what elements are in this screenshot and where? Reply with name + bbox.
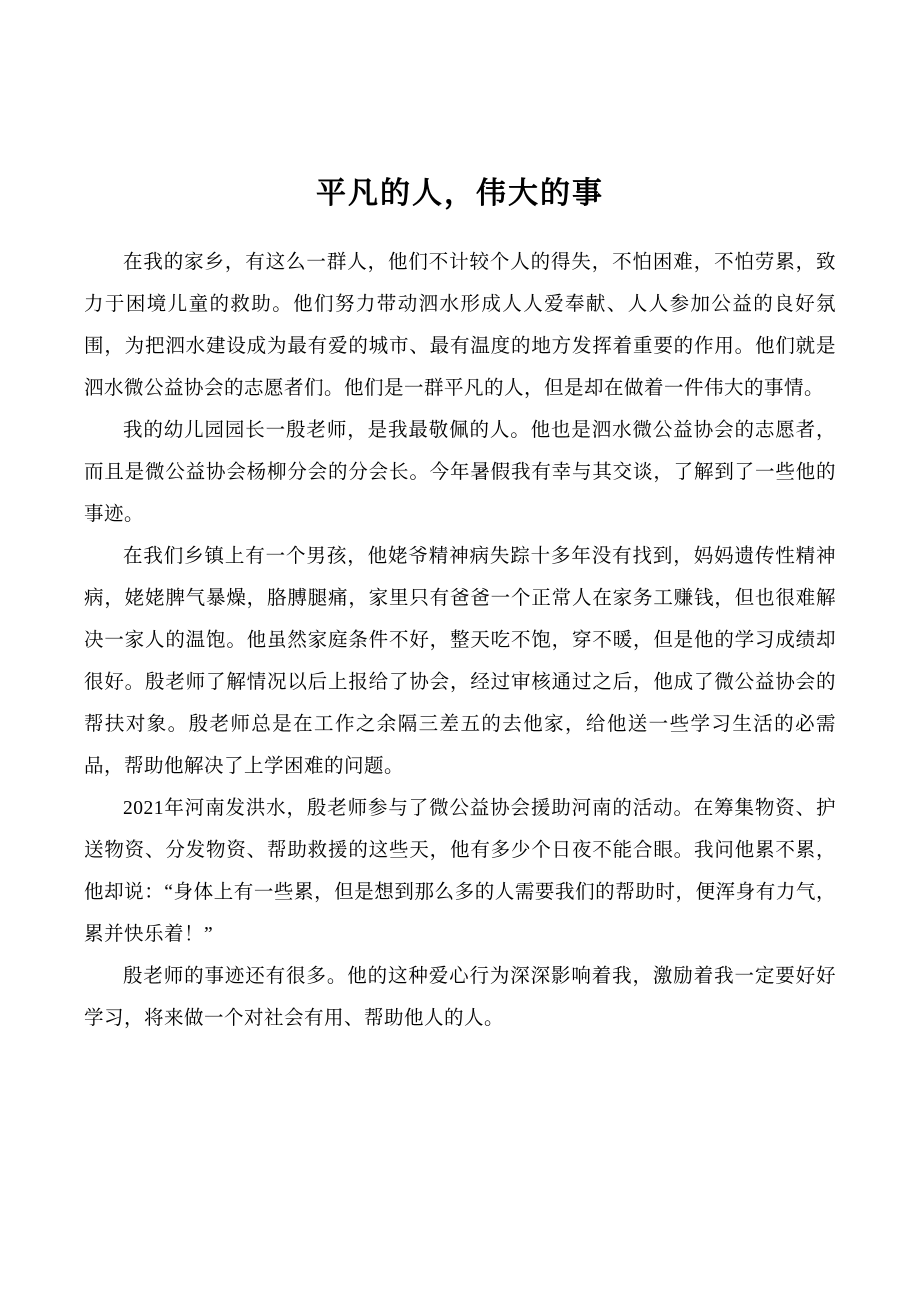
paragraph-2: 我的幼儿园园长一殷老师，是我最敬佩的人。他也是泗水微公益协会的志愿者，而且是微公益协会杨柳分会的分会长。今年暑假我有幸与其交谈，了解到了一些他的事迹。 bbox=[84, 420, 836, 525]
paragraph-5: 殷老师的事迹还有很多。他的这种爱心行为深深影响着我，激励着我一定要好好学习，将来做一个对社会有用、帮助他人的人。 bbox=[84, 966, 836, 1029]
paragraph-3: 在我们乡镇上有一个男孩，他姥爷精神病失踪十多年没有找到，妈妈遗传性精神病，姥姥脾气暴燥，胳膊腿痛，家里只有爸爸一个正常人在家务工赚钱，但也很难解决一家人的温饱。他虽然家庭条件不好，整天吃不饱，穿不暖，但是他的学习成绩却很好。殷老师了解情况以后上报给了协会，经过审核通过之后，他成了微公益协会的帮扶对象。殷老师总是在工作之余隔三差五的去他家，给他送一些学习生活的必需品，帮助他解决了上学困难的问题。 bbox=[84, 546, 836, 777]
document-body bbox=[84, 242, 836, 1040]
paragraph-1: 在我的家乡，有这么一群人，他们不计较个人的得失，不怕困难，不怕劳累，致力于困境儿童的救助。他们努力带动泗水形成人人爱奉献、人人参加公益的良好氛围，为把泗水建设成为最有爱的城市、最有温度的地方发挥着重要的作用。他们就是泗水微公益协会的志愿者们。他们是一群平凡的人，但是却在做着一件伟大的事情。 bbox=[84, 252, 836, 399]
document-title: 平凡的人，伟大的事 bbox=[316, 177, 604, 210]
paragraph-4: 2021年河南发洪水，殷老师参与了微公益协会援助河南的活动。在筹集物资、护送物资、分发物资、帮助救援的这些天，他有多少个日夜不能合眼。我问他累不累，他却说：“身体上有一些累，但是想到那么多的人需要我们的帮助时，便浑身有力气，累并快乐着！” bbox=[84, 798, 836, 945]
